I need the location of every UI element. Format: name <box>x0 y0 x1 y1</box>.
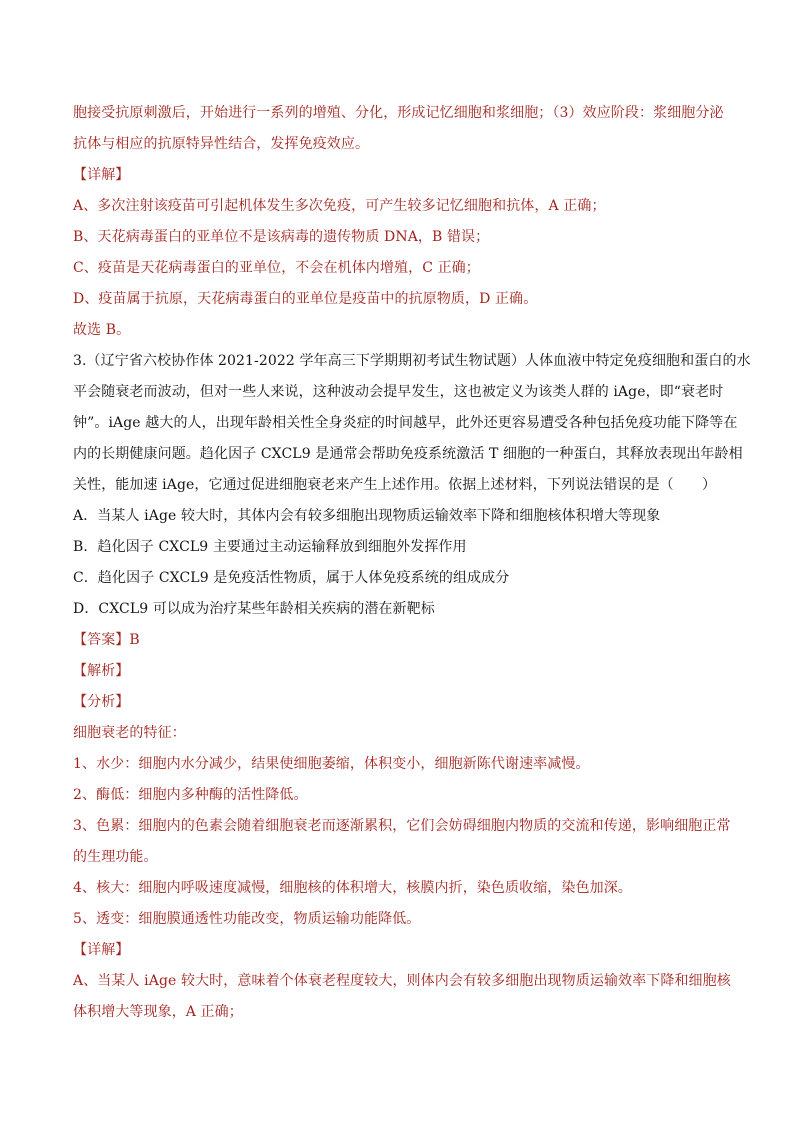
text-line: 的生理功能。 <box>73 849 158 865</box>
section-heading: 【详解】 <box>73 942 130 958</box>
question-stem: 3.（辽宁省六校协作体 2021-2022 学年高三下学期期初考试生物试题）人体血液中特定免疫细胞和蛋白的水 <box>73 353 751 369</box>
section-heading: 【分析】 <box>73 694 130 710</box>
text-line: 3、色累：细胞内的色素会随着细胞衰老而逐渐累积，它们会妨碍细胞内物质的交流和传递，影响细胞正常 <box>73 818 731 834</box>
text-line: 5、透变：细胞膜通透性功能改变，物质运输功能降低。 <box>73 911 421 927</box>
section-heading: 【详解】 <box>73 167 130 183</box>
text-line: 故选 B。 <box>73 322 131 338</box>
text-line: D、疫苗属于抗原，天花病毒蛋白的亚单位是疫苗中的抗原物质，D 正确。 <box>73 291 538 307</box>
text-line: 细胞衰老的特征： <box>73 725 186 741</box>
text-line: 1、水少：细胞内水分减少，结果使细胞萎缩，体积变小，细胞新陈代谢速率减慢。 <box>73 756 590 772</box>
section-heading: 【解析】 <box>73 663 130 679</box>
option-d: D．CXCL9 可以成为治疗某些年龄相关疾病的潜在新靶标 <box>73 601 435 617</box>
option-c: C．趋化因子 CXCL9 是免疫活性物质，属于人体免疫系统的组成成分 <box>73 570 510 586</box>
question-stem: 钟”。iAge 越大的人，出现年龄相关性全身炎症的时间越早，此外还更容易遭受各种包括免疫功能下降等在 <box>73 415 738 431</box>
text-line: 4、核大：细胞内呼吸速度减慢，细胞核的体积增大，核膜内折，染色质收缩，染色加深。 <box>73 880 632 896</box>
text-line: B、天花病毒蛋白的亚单位不是该病毒的遗传物质 DNA，B 错误； <box>73 229 490 245</box>
text-line: 体积增大等现象，A 正确； <box>73 1004 243 1020</box>
question-stem: 内的长期健康问题。趋化因子 CXCL9 是通常会帮助免疫系统激活 T 细胞的一种蛋白，其释放表现出年龄相 <box>73 446 743 462</box>
option-b: B．趋化因子 CXCL9 主要通过主动运输释放到细胞外发挥作用 <box>73 539 467 555</box>
answer-label: 【答案】B <box>73 632 140 648</box>
question-stem: 平会随衰老而波动，但对一些人来说，这种波动会提早发生，这也被定义为该类人群的 iAge，即“衰老时 <box>73 384 724 400</box>
question-stem: 关性，能加速 iAge，它通过促进细胞衰老来产生上述作用。依据上述材料，下列说法错误的是（ ） <box>73 477 717 493</box>
text-line: 抗体与相应的抗原特异性结合，发挥免疫效应。 <box>73 136 370 152</box>
text-line: 胞接受抗原刺激后，开始进行一系列的增殖、分化，形成记忆细胞和浆细胞；（3）效应阶段：浆细胞分泌 <box>73 105 724 121</box>
text-line: C、疫苗是天花病毒蛋白的亚单位，不会在机体内增殖，C 正确； <box>73 260 480 276</box>
option-a: A．当某人 iAge 较大时，其体内会有较多细胞出现物质运输效率下降和细胞核体积增大等现象 <box>73 508 661 524</box>
text-line: A、当某人 iAge 较大时，意味着个体衰老程度较大，则体内会有较多细胞出现物质运输效率下降和细胞核 <box>73 973 731 989</box>
text-line: A、多次注射该疫苗可引起机体发生多次免疫，可产生较多记忆细胞和抗体，A 正确； <box>73 198 606 214</box>
text-line: 2、酶低：细胞内多种酶的活性降低。 <box>73 787 308 803</box>
